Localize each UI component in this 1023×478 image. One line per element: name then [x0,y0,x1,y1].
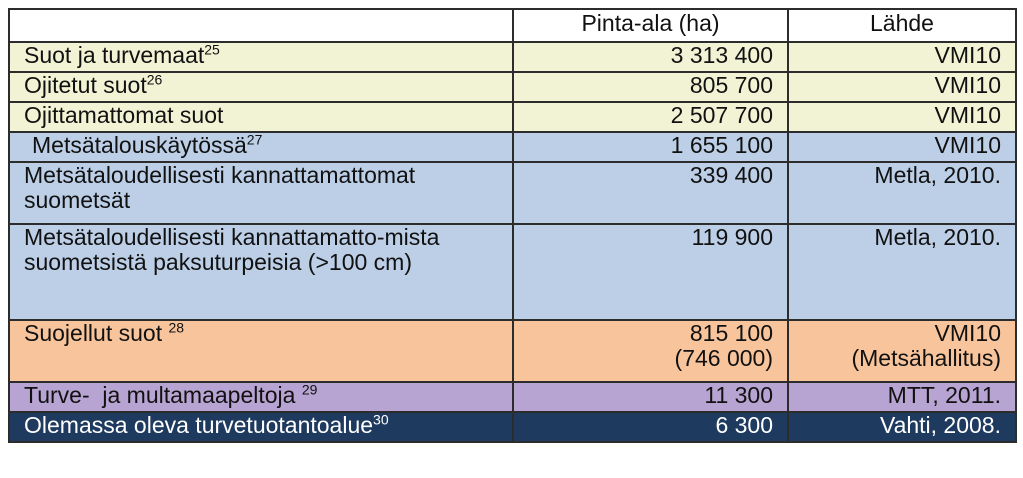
row-source: MTT, 2011. [788,382,1016,412]
row-area: 339 400 [513,162,788,224]
row-label: Ojittamattomat suot [9,102,513,132]
row-source-alt: (Metsähallitus) [851,345,1001,371]
row-source: Vahti, 2008. [788,412,1016,442]
row-area-alt: (746 000) [674,345,773,371]
row-label: Metsätalouskäytössä$^{27}$ [9,132,513,162]
footnote-ref: 30 [373,411,389,428]
table-row [9,72,1016,102]
row-source-primary: VMI10 [934,320,1001,346]
row-source: VMI10 [788,132,1016,162]
row-source: VMI10 [788,102,1016,132]
row-label: Olemassa oleva turvetuotantoalue$^{30}$ [9,412,513,442]
row-label: Metsätaloudellisesti kannattamattomat suometsät [9,162,513,224]
row-area: 805 700 [513,72,788,102]
row-source [788,320,1016,382]
table-row [9,42,1016,72]
row-label: Turve- ja multamaapeltoja $^{29}$ [9,382,513,412]
header-label [9,9,513,42]
row-area: 3 313 400 [513,42,788,72]
row-label: Suot ja turvemaat$^{25}$ [9,42,513,72]
row-area-primary: 815 100 [689,320,773,346]
table-row [9,224,1016,320]
table-row [9,320,1016,382]
row-source: Metla, 2010. [788,224,1016,320]
footnote-ref: 26 [146,71,163,88]
row-area [513,320,788,382]
row-source: Metla, 2010. [788,162,1016,224]
row-area: 11 300 [513,382,788,412]
row-area: 2 507 700 [513,102,788,132]
row-area: 6 300 [513,412,788,442]
table-row [9,382,1016,412]
footnote-ref: 27 [246,131,263,148]
footnote-ref: 25 [204,41,220,58]
header-source: Lähde [788,9,1016,42]
table-row [9,162,1016,224]
peatland-area-table [8,8,1017,443]
table-row [9,412,1016,442]
row-label: Metsätaloudellisesti kannattamatto-mista suometsistä paksuturpeisia (>100 cm) [9,224,513,320]
row-source: VMI10 [788,72,1016,102]
row-area: 1 655 100 [513,132,788,162]
table-row [9,102,1016,132]
table-row [9,132,1016,162]
footnote-ref: 29 [301,381,318,398]
row-source: VMI10 [788,42,1016,72]
row-label: Suojellut suot $^{28}$ [9,320,513,382]
row-area: 119 900 [513,224,788,320]
table-header-row [9,9,1016,42]
footnote-ref: 28 [168,319,185,336]
header-area: Pinta-ala (ha) [513,9,788,42]
row-label: Ojitetut suot$^{26}$ [9,72,513,102]
